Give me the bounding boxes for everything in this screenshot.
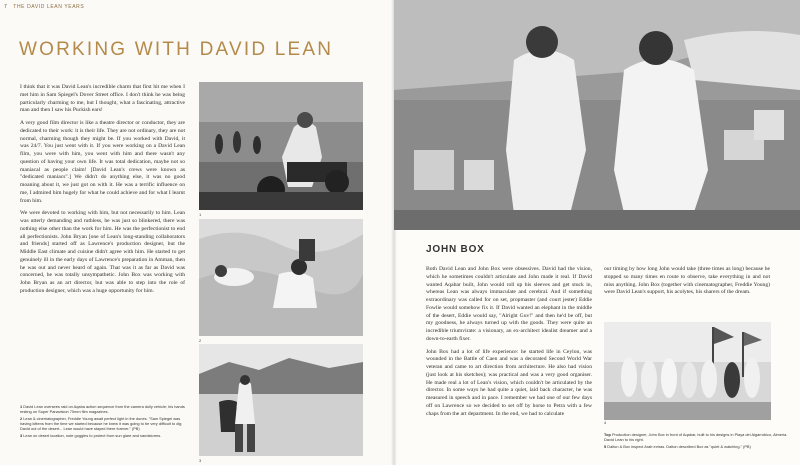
page-number: 7 (4, 4, 8, 10)
left-body-text (20, 84, 185, 301)
paragraph: Both David Lean and John Box were obsessives. David had the vision, which he sometimes couldn't articulate and John made it real. If David wanted Aqabar built, John would roll up his sleeves and get stuck in, whereas Lean was always immaculate and cerebral. And if something extraordinary was called for on set, propmaster (and court jester) Eddie Fowlie would somehow fix it. If David wanted an elephant in the middle of the desert, Eddie would say, "Alright Guv!" and then he'd be off, but my goodness, he always turned up with the goods. They were quite an incredible triumvirate: a visionary, an ex-architect idealist dreamer and a down-to-earth fixer. (426, 266, 592, 342)
caption-number: 2 (20, 416, 23, 422)
caption-text: Production designer, John Box in front of Aqabar, built to his designs in Playa del Algarrobico, Almeria. David Lean to his right. (604, 432, 788, 443)
caption (604, 432, 794, 442)
paragraph: our timing by how long John would take (three times as long) because he stopped so many times en route to observe, take everything in and not miss anything. John Box (together with cinematographer, Freddie Young) were David Lean's support, his acolytes, his sharers of the dream. (604, 266, 770, 296)
photo-number: 4 (604, 420, 607, 425)
caption (20, 416, 185, 431)
caption (20, 404, 185, 414)
photo-number: 2 (199, 338, 202, 343)
photo-dalton-box-arab-extras (604, 322, 771, 420)
right-body-text-col1 (426, 266, 592, 423)
right-captions (604, 432, 794, 451)
photo-lean-camera-dolly (199, 82, 363, 210)
running-head-text: THE DAVID LEAN YEARS (13, 4, 85, 10)
caption-text: Dalton & Box inspect Arab extras. Dalton described Box as "quiet & watching." (PB) (607, 444, 751, 450)
photo-number: 3 (199, 458, 202, 463)
caption-number: 5 (604, 444, 607, 450)
caption-text: Lean & cinematographer, Freddie Young await perfect light in the dunes. "Sam Spiegel was having kittens from the time we started because he knew it was going to be very difficult to dig David out of the desert... Lean would have stayed there forever." (PB) (20, 416, 182, 432)
caption-text: David Lean oversees raid on Aqaba action sequence from the camera dolly vehicle; his hands resting on Super Panavision 70mm film magazines. (20, 404, 185, 415)
chapter-title: WORKING WITH DAVID LEAN (19, 39, 334, 60)
photo-lean-desert-location (199, 344, 363, 456)
caption-number: 1 (20, 404, 23, 409)
caption (20, 433, 185, 438)
photo-lean-young-dunes (199, 219, 363, 336)
photo-box-and-lean-aqabar (394, 0, 800, 230)
paragraph: John Box had a lot of life experience: he started life in Ceylon, was wounded in the Battle of Caen and was a decorated Second World War veteran and came to art direction from architecture. He also had vision (just look at his sketches); was practical and was a very good organiser. He made real a lot of Lean's vision, which couldn't be articulated by the director. In some ways he had quite a quiet, laid back character, he was measured in speech and in pace. I remember we had one of our few days off on Lawrence so we decided to set off by horse to Petra with a few chaps from the art department. In the end, we had to calculate (426, 348, 592, 417)
caption-number: Top (604, 432, 611, 437)
running-head (4, 4, 84, 10)
paragraph: A very good film director is like a theatre director or conductor, they are dedicated to their work: it is their life. They are not ordinary, they are not normal, charming though they might be. If you worked with David, it was 24/7. You just went with it. If you were working on a David Lean film, you were with him, you went with him and there wasn't any question of having your own life. It was total dedication, maybe not so maniacal as people claim! [David Lean's crews were known as "dedicated maniacs".] We didn't do anything else, it was no good moaning about it, we just got on with it. He was a terrific influence on me, I admired him hugely for what he could achieve and for what I learnt from him. (20, 120, 185, 204)
paragraph: I think that it was David Lean's incredible charm that first hit me when I met him in Sam Spiegel's Dover Street office. I don't think he was being particularly charming to me, but I thought, what a fascinating, attractive man and then I saw his Puckish ears! (20, 84, 185, 114)
paragraph: We were devoted to working with him, but not necessarily to him. Lean was utterly demanding and ruthless, he was just so blinkered, there was nothing else other than the work for him. He was the perfectionist to end all perfectionists. John Bryan [one of Lean's long-standing collaborators and friends] started off as Lawrence's production designer, but the Middle East climate and cuisine didn't agree with him. He started to get genuinely ill in the early days of Lawrence's preparation in Amman, then he was out and never heard of again. That was it as far as David was concerned, he was totally unsympathetic. John Box was working with John Bryan as an art director, but was able to step into the role of production designer, which was a huge opportunity for him. (20, 210, 185, 294)
caption-number: 3 (20, 433, 23, 439)
caption (604, 444, 794, 449)
caption-text: Lean on desert location, note goggles to protect from sun glare and sandstorms. (23, 433, 162, 439)
left-captions (20, 404, 185, 441)
section-heading: JOHN BOX (426, 244, 485, 255)
right-body-text-col2 (604, 266, 770, 302)
photo-number: 1 (199, 212, 202, 217)
